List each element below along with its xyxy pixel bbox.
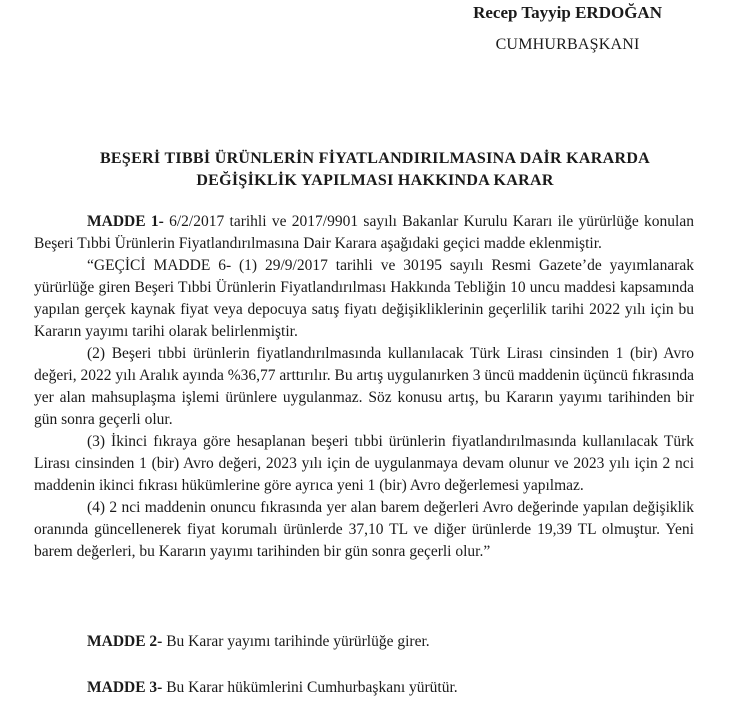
article-2-text: Bu Karar yayımı tarihinde yürürlüğe girer. [162, 633, 430, 650]
temporary-article-paragraph-2: (2) Beşeri tıbbi ürünlerin fiyatlandırılmasında kullanılacak Türk Lirası cinsinden 1 (bir) Avro değeri, 2022 yılı Aralık ayında %36,77 arttırılır. Bu artış uygulanırken 3 üncü maddenin üçüncü fıkrasında yer alan mahsuplaşma işlemi ürünlere uygulanmaz. Söz konusu artış, bu Kararın yayımı tarihinden bir gün sonra geçerli olur. [34, 345, 694, 428]
article-2-label: MADDE 2- [87, 633, 163, 650]
signatory-title: CUMHURBAŞKANI [495, 36, 640, 53]
temporary-article-paragraph-4: (4) 2 nci maddenin onuncu fıkrasında yer alan barem değerleri Avro değerinde yapılan değişiklik oranında güncellenerek fiyat korumalı ürünlerde 37,10 TL ve diğer ürünlerde 19,39 TL olmuştur. Yeni barem değerleri, bu Kararın yayımı tarihinden bir gün sonra geçerli olur.” [34, 499, 694, 560]
article-3-label: MADDE 3- [87, 679, 163, 696]
signature-block [473, 2, 662, 56]
signatory-name: Recep Tayyip ERDOĞAN [473, 3, 662, 22]
article-1-label: MADDE 1- [87, 213, 164, 230]
article-2 [34, 631, 694, 653]
decree-title-line-2: DEĞİŞİKLİK YAPILMASI HAKKINDA KARAR [196, 172, 554, 189]
article-1-text: 6/2/2017 tarihli ve 2017/9901 sayılı Bakanlar Kurulu Kararı ile yürürlüğe konulan Beşeri Tıbbi Ürünlerin Fiyatlandırılmasına Dair Karara aşağıdaki geçici madde eklenmiştir. [34, 213, 694, 252]
temporary-article-paragraph-3: (3) İkinci fıkraya göre hesaplanan beşeri tıbbi ürünlerin fiyatlandırılmasında kullanılacak Türk Lirası cinsinden 1 (bir) Avro değeri, 2023 yılı için de uygulanmaya devam olunur ve 2023 yılı için 2 nci maddenin ikinci fıkrası hükümlerine göre ayrıca yeni 1 (bir) Avro değerlemesi yapılmaz. [34, 433, 694, 494]
article-3 [34, 677, 694, 699]
temporary-article-intro: “GEÇİCİ MADDE 6- (1) 29/9/2017 tarihli ve 30195 sayılı Resmi Gazete’de yayımlanarak yürürlüğe giren Beşeri Tıbbi Ürünlerin Fiyatlandırılması Hakkında Tebliğin 10 uncu maddesi kapsamında yapılan gerçek kaynak fiyat veya depocuya satış fiyatı değişikliklerinin geçerlilik tarihi 2022 yılı için bu Kararın yayımı tarihi olarak belirlenmiştir. [34, 257, 694, 340]
decree-title [60, 148, 690, 192]
article-3-text: Bu Karar hükümlerini Cumhurbaşkanı yürütür. [162, 679, 458, 696]
article-1 [34, 211, 694, 255]
decree-body [34, 211, 694, 563]
decree-title-line-1: BEŞERİ TIBBİ ÜRÜNLERİN FİYATLANDIRILMASINA DAİR KARARDA [99, 150, 651, 167]
